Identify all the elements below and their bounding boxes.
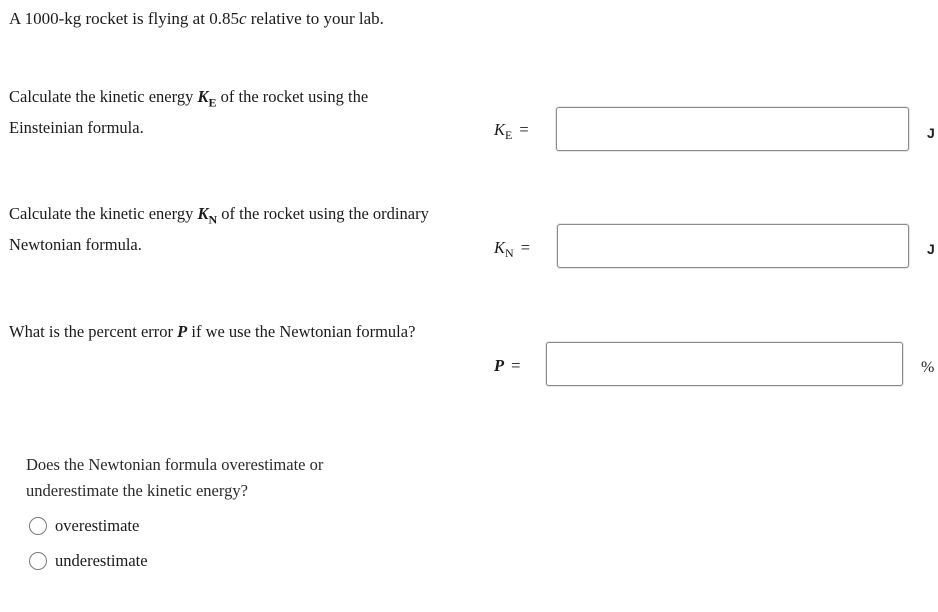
problem-statement: A 1000-kg rocket is flying at 0.85c relative to your lab. — [9, 9, 384, 28]
percent-error-label: P = — [494, 356, 521, 375]
question-einstein-ke: Calculate the kinetic energy $K_E$ of the rocket using the Einsteinian formula. — [9, 87, 369, 138]
question-over-under: Does the Newtonian formula overestimate or underestimate the kinetic energy? — [26, 455, 324, 500]
ke-newton-label: $K_N$ = — [494, 238, 530, 260]
option-underestimate[interactable] — [29, 551, 148, 571]
option-overestimate[interactable] — [29, 516, 139, 536]
ke-einstein-label: $K_E$ = — [494, 120, 529, 142]
radio-overestimate[interactable] — [29, 517, 47, 535]
radio-underestimate[interactable] — [29, 552, 47, 570]
question-newton-ke: Calculate the kinetic energy $K_N$ of the rocket using the ordinary Newtonian formula. — [9, 204, 429, 255]
percent-error-input[interactable] — [546, 342, 903, 386]
option-overestimate-label: overestimate — [55, 516, 140, 535]
question-percent-error: What is the percent error P if we use the Newtonian formula? — [9, 322, 416, 341]
ke-einstein-unit: J — [927, 125, 935, 141]
ke-newton-input[interactable] — [557, 224, 909, 268]
ke-einstein-input[interactable] — [556, 107, 909, 151]
percent-unit: % — [921, 359, 935, 376]
option-underestimate-label: underestimate — [55, 551, 148, 570]
ke-newton-unit: J — [927, 241, 935, 257]
